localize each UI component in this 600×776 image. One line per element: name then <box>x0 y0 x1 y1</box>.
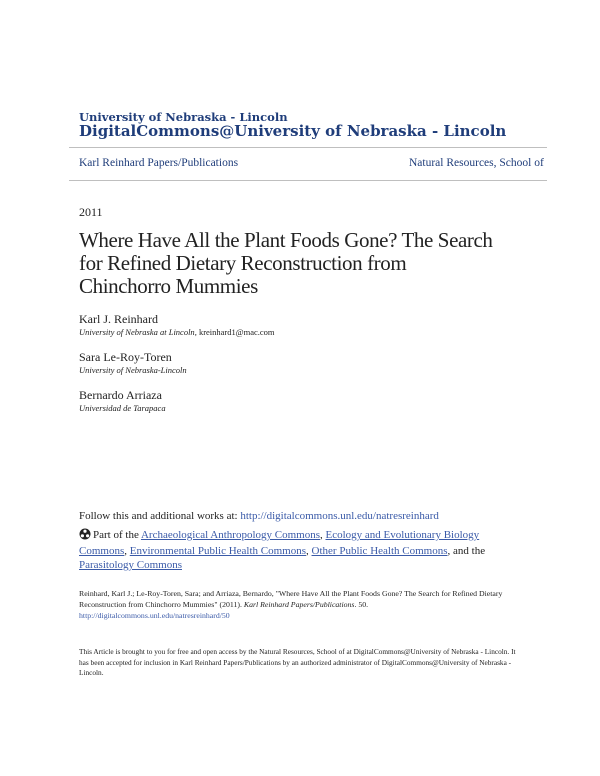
commons-link[interactable]: Environmental Public Health Commons <box>129 545 307 557</box>
author-name: Karl J. Reinhard <box>79 312 158 326</box>
affiliation-text: University of Nebraska at Lincoln <box>79 327 195 337</box>
part-of-commons <box>79 528 499 572</box>
author-email: , kreinhard1@mac.com <box>194 327 275 337</box>
author-affiliation <box>79 327 275 337</box>
commons-link[interactable]: Archaeological Anthropology Commons <box>140 529 320 541</box>
citation-text: Reinhard, Karl J.; Le-Roy-Toren, Sara; and Arriaza, Bernardo, "Where Have All the Plant Foods Gone? The Search for Refined Dietary Reconstruction from Chinchorro Mummies" (2011). <box>79 589 503 609</box>
collection-link[interactable]: Karl Reinhard Papers/Publications <box>79 157 239 169</box>
author-affiliation: Universidad de Tarapaca <box>79 403 166 413</box>
separator: , <box>306 545 312 557</box>
commons-link[interactable]: Ecology and Evolutionary Biology Commons <box>79 529 480 557</box>
separator: , <box>124 545 130 557</box>
title-line: Where Have All the Plant Foods Gone? The Search <box>79 228 493 252</box>
access-notice: This Article is brought to you for free and open access by the Natural Resources, School of at DigitalCommons@University of Nebraska - Lincoln. It has been accepted for inclusion in Karl Reinhard Papers/Publications by an authorized administrator of DigitalCommons@University of Nebraska - Lincoln. <box>79 647 516 677</box>
follow-url-link[interactable]: http://digitalcommons.unl.edu/natresreinhard <box>240 510 439 522</box>
commons-link[interactable]: Other Public Health Commons <box>311 545 448 557</box>
publication-year: 2011 <box>79 205 103 219</box>
author-block <box>79 312 275 337</box>
article-title <box>79 229 539 298</box>
separator: , and the <box>447 545 486 557</box>
follow-line <box>79 510 439 522</box>
separator: , <box>320 529 326 541</box>
citation <box>79 588 519 621</box>
citation-number: . 50. <box>354 600 369 609</box>
citation-url-link[interactable]: http://digitalcommons.unl.edu/natresreinhard/50 <box>79 611 230 620</box>
author-affiliation: University of Nebraska-Lincoln <box>79 365 187 375</box>
network-icon <box>79 528 91 544</box>
header-divider-bottom <box>69 180 547 181</box>
citation-journal: Karl Reinhard Papers/Publications <box>243 600 355 609</box>
title-line: for Refined Dietary Reconstruction from <box>79 251 407 275</box>
department-link[interactable]: Natural Resources, School of <box>409 157 544 169</box>
author-block <box>79 350 187 375</box>
author-block <box>79 388 166 413</box>
commons-link[interactable]: Parasitology Commons <box>79 559 182 571</box>
part-of-label: Part of the <box>93 529 141 541</box>
repository-name[interactable]: DigitalCommons@University of Nebraska - Lincoln <box>79 122 507 140</box>
follow-label: Follow this and additional works at: <box>79 510 241 522</box>
institution-name[interactable]: University of Nebraska - Lincoln <box>79 110 288 124</box>
author-name: Bernardo Arriaza <box>79 388 162 402</box>
header-divider-top <box>69 147 547 148</box>
author-name: Sara Le-Roy-Toren <box>79 350 172 364</box>
title-line: Chinchorro Mummies <box>79 274 258 298</box>
